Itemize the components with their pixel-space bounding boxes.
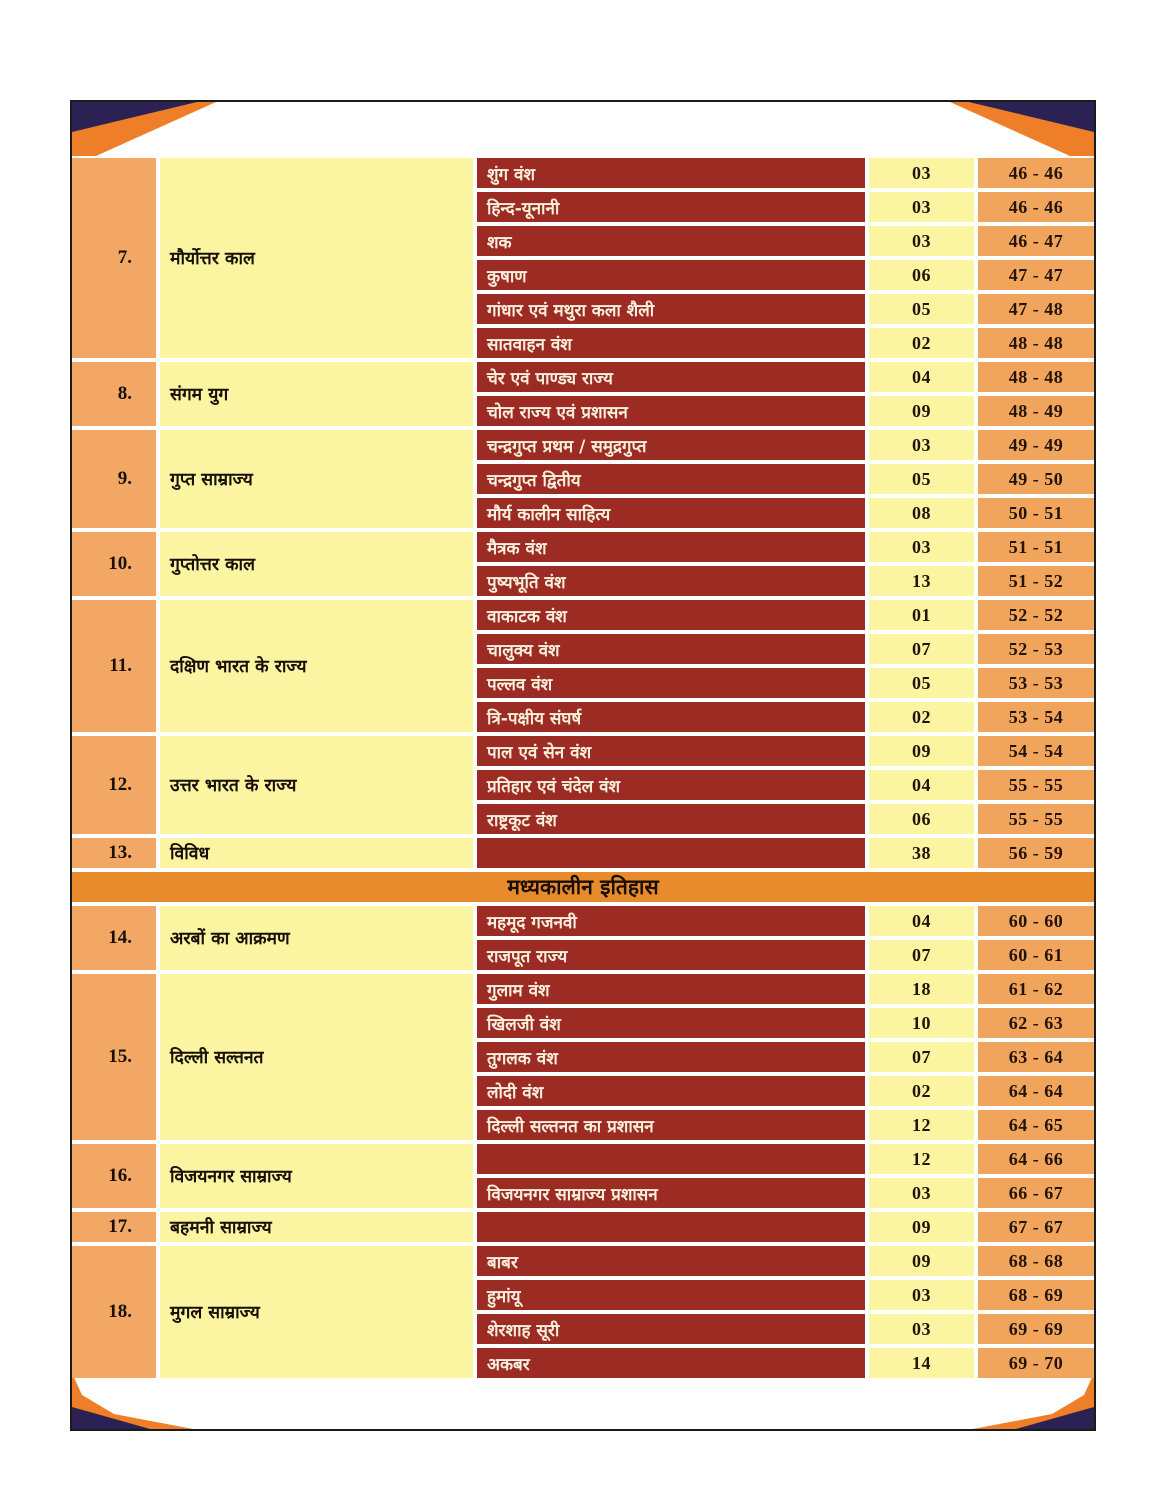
question-count: 03 [869,192,974,222]
page-range: 48 - 48 [978,362,1094,392]
subtopic-cell: राजपूत राज्य [477,940,865,970]
section-number: 18. [72,1246,156,1378]
corner-navy-bottom-left [72,1407,150,1429]
subtopic-cell: लोदी वंश [477,1076,865,1106]
section-name: विविध [160,838,473,868]
subtopic-cell: विजयनगर साम्राज्य प्रशासन [477,1178,865,1208]
page-range: 60 - 61 [978,940,1094,970]
subtopic-cell: हिन्द-यूनानी [477,192,865,222]
question-count: 03 [869,1314,974,1344]
subtopic-cell: तुगलक वंश [477,1042,865,1072]
subtopic-cell: बाबर [477,1246,865,1276]
section-number: 16. [72,1144,156,1208]
question-count: 09 [869,1246,974,1276]
question-count: 12 [869,1144,974,1174]
page-range: 64 - 64 [978,1076,1094,1106]
question-count: 09 [869,396,974,426]
question-count: 18 [869,974,974,1004]
question-count: 03 [869,1280,974,1310]
corner-orange-bottom-right [973,1373,1094,1429]
page-range: 54 - 54 [978,736,1094,766]
toc-page [70,100,1096,1431]
page-range: 47 - 47 [978,260,1094,290]
section-name: दिल्ली सल्तनत [160,974,473,1140]
subtopic-cell: पल्लव वंश [477,668,865,698]
section-number: 14. [72,906,156,970]
subtopic-cell: राष्ट्रकूट वंश [477,804,865,834]
question-count: 07 [869,1042,974,1072]
page-range: 51 - 52 [978,566,1094,596]
page-range: 47 - 48 [978,294,1094,324]
question-count: 05 [869,464,974,494]
page-range: 68 - 68 [978,1246,1094,1276]
subtopic-cell: दिल्ली सल्तनत का प्रशासन [477,1110,865,1140]
question-count: 14 [869,1348,974,1378]
question-count: 06 [869,804,974,834]
question-count: 04 [869,362,974,392]
page-range: 69 - 69 [978,1314,1094,1344]
subtopic-cell: त्रि-पक्षीय संघर्ष [477,702,865,732]
page-range: 63 - 64 [978,1042,1094,1072]
subtopic-cell: अकबर [477,1348,865,1378]
section-number: 11. [72,600,156,732]
corner-orange-top-right [950,102,1094,156]
corner-orange-bottom-left [72,1373,193,1429]
subtopic-cell: खिलजी वंश [477,1008,865,1038]
subtopic-cell: सातवाहन वंश [477,328,865,358]
question-count: 13 [869,566,974,596]
question-count: 09 [869,736,974,766]
page-range: 62 - 63 [978,1008,1094,1038]
page-range: 50 - 51 [978,498,1094,528]
section-name: अरबों का आक्रमण [160,906,473,970]
subtopic-cell: चेर एवं पाण्ड्य राज्य [477,362,865,392]
page-range: 61 - 62 [978,974,1094,1004]
question-count: 02 [869,702,974,732]
subtopic-cell: शेरशाह सूरी [477,1314,865,1344]
contents-table [72,158,1094,1378]
subtopic-cell: मौर्य कालीन साहित्य [477,498,865,528]
subtopic-cell: मैत्रक वंश [477,532,865,562]
page-range: 48 - 49 [978,396,1094,426]
page-range: 46 - 47 [978,226,1094,256]
question-count: 03 [869,226,974,256]
page-range: 69 - 70 [978,1348,1094,1378]
page-range: 52 - 53 [978,634,1094,664]
subtopic-cell: पाल एवं सेन वंश [477,736,865,766]
section-number: 15. [72,974,156,1140]
subtopic-cell: कुषाण [477,260,865,290]
question-count: 05 [869,294,974,324]
subtopic-cell: शुंग वंश [477,158,865,188]
section-number: 12. [72,736,156,834]
question-count: 04 [869,906,974,936]
section-number: 17. [72,1212,156,1242]
question-count: 01 [869,600,974,630]
question-count: 06 [869,260,974,290]
section-number: 8. [72,362,156,426]
subtopic-cell: वाकाटक वंश [477,600,865,630]
page-range: 55 - 55 [978,770,1094,800]
page-range: 49 - 49 [978,430,1094,460]
page-range: 49 - 50 [978,464,1094,494]
medieval-history-header: मध्यकालीन इतिहास [72,872,1094,902]
section-name: दक्षिण भारत के राज्य [160,600,473,732]
page-range: 53 - 53 [978,668,1094,698]
subtopic-cell: महमूद गजनवी [477,906,865,936]
page-range: 52 - 52 [978,600,1094,630]
subtopic-cell: चालुक्य वंश [477,634,865,664]
question-count: 04 [869,770,974,800]
page-range: 60 - 60 [978,906,1094,936]
subtopic-cell: गांधार एवं मथुरा कला शैली [477,294,865,324]
subtopic-cell: हुमांयू [477,1280,865,1310]
question-count: 07 [869,634,974,664]
section-number: 9. [72,430,156,528]
question-count: 03 [869,430,974,460]
subtopic-cell [477,1144,865,1174]
question-count: 09 [869,1212,974,1242]
page-range: 46 - 46 [978,192,1094,222]
question-count: 02 [869,328,974,358]
question-count: 38 [869,838,974,868]
page-range: 64 - 65 [978,1110,1094,1140]
page-range: 53 - 54 [978,702,1094,732]
section-name: मुगल साम्राज्य [160,1246,473,1378]
question-count: 03 [869,1178,974,1208]
subtopic-cell: गुलाम वंश [477,974,865,1004]
page-range: 55 - 55 [978,804,1094,834]
page-range: 66 - 67 [978,1178,1094,1208]
section-name: विजयनगर साम्राज्य [160,1144,473,1208]
corner-navy-top-left [72,102,197,132]
section-number: 13. [72,838,156,868]
question-count: 07 [869,940,974,970]
question-count: 03 [869,158,974,188]
subtopic-cell: पुष्यभूति वंश [477,566,865,596]
question-count: 12 [869,1110,974,1140]
subtopic-cell: चन्द्रगुप्त द्वितीय [477,464,865,494]
subtopic-cell: शक [477,226,865,256]
question-count: 02 [869,1076,974,1106]
subtopic-cell: प्रतिहार एवं चंदेल वंश [477,770,865,800]
subtopic-cell [477,1212,865,1242]
subtopic-cell: चन्द्रगुप्त प्रथम / समुद्रगुप्त [477,430,865,460]
page-range: 48 - 48 [978,328,1094,358]
section-name: मौर्योत्तर काल [160,158,473,358]
corner-navy-top-right [969,102,1094,132]
section-number: 10. [72,532,156,596]
question-count: 03 [869,532,974,562]
page-range: 56 - 59 [978,838,1094,868]
question-count: 10 [869,1008,974,1038]
question-count: 05 [869,668,974,698]
page-range: 68 - 69 [978,1280,1094,1310]
page-range: 67 - 67 [978,1212,1094,1242]
subtopic-cell: चोल राज्य एवं प्रशासन [477,396,865,426]
corner-navy-bottom-right [1016,1407,1094,1429]
section-name: गुप्त साम्राज्य [160,430,473,528]
page-range: 51 - 51 [978,532,1094,562]
question-count: 08 [869,498,974,528]
section-name: संगम युग [160,362,473,426]
page-range: 64 - 66 [978,1144,1094,1174]
page-range: 46 - 46 [978,158,1094,188]
section-name: उत्तर भारत के राज्य [160,736,473,834]
section-name: गुप्तोत्तर काल [160,532,473,596]
section-name: बहमनी साम्राज्य [160,1212,473,1242]
subtopic-cell [477,838,865,868]
section-number: 7. [72,158,156,358]
corner-orange-top-left [72,102,216,156]
